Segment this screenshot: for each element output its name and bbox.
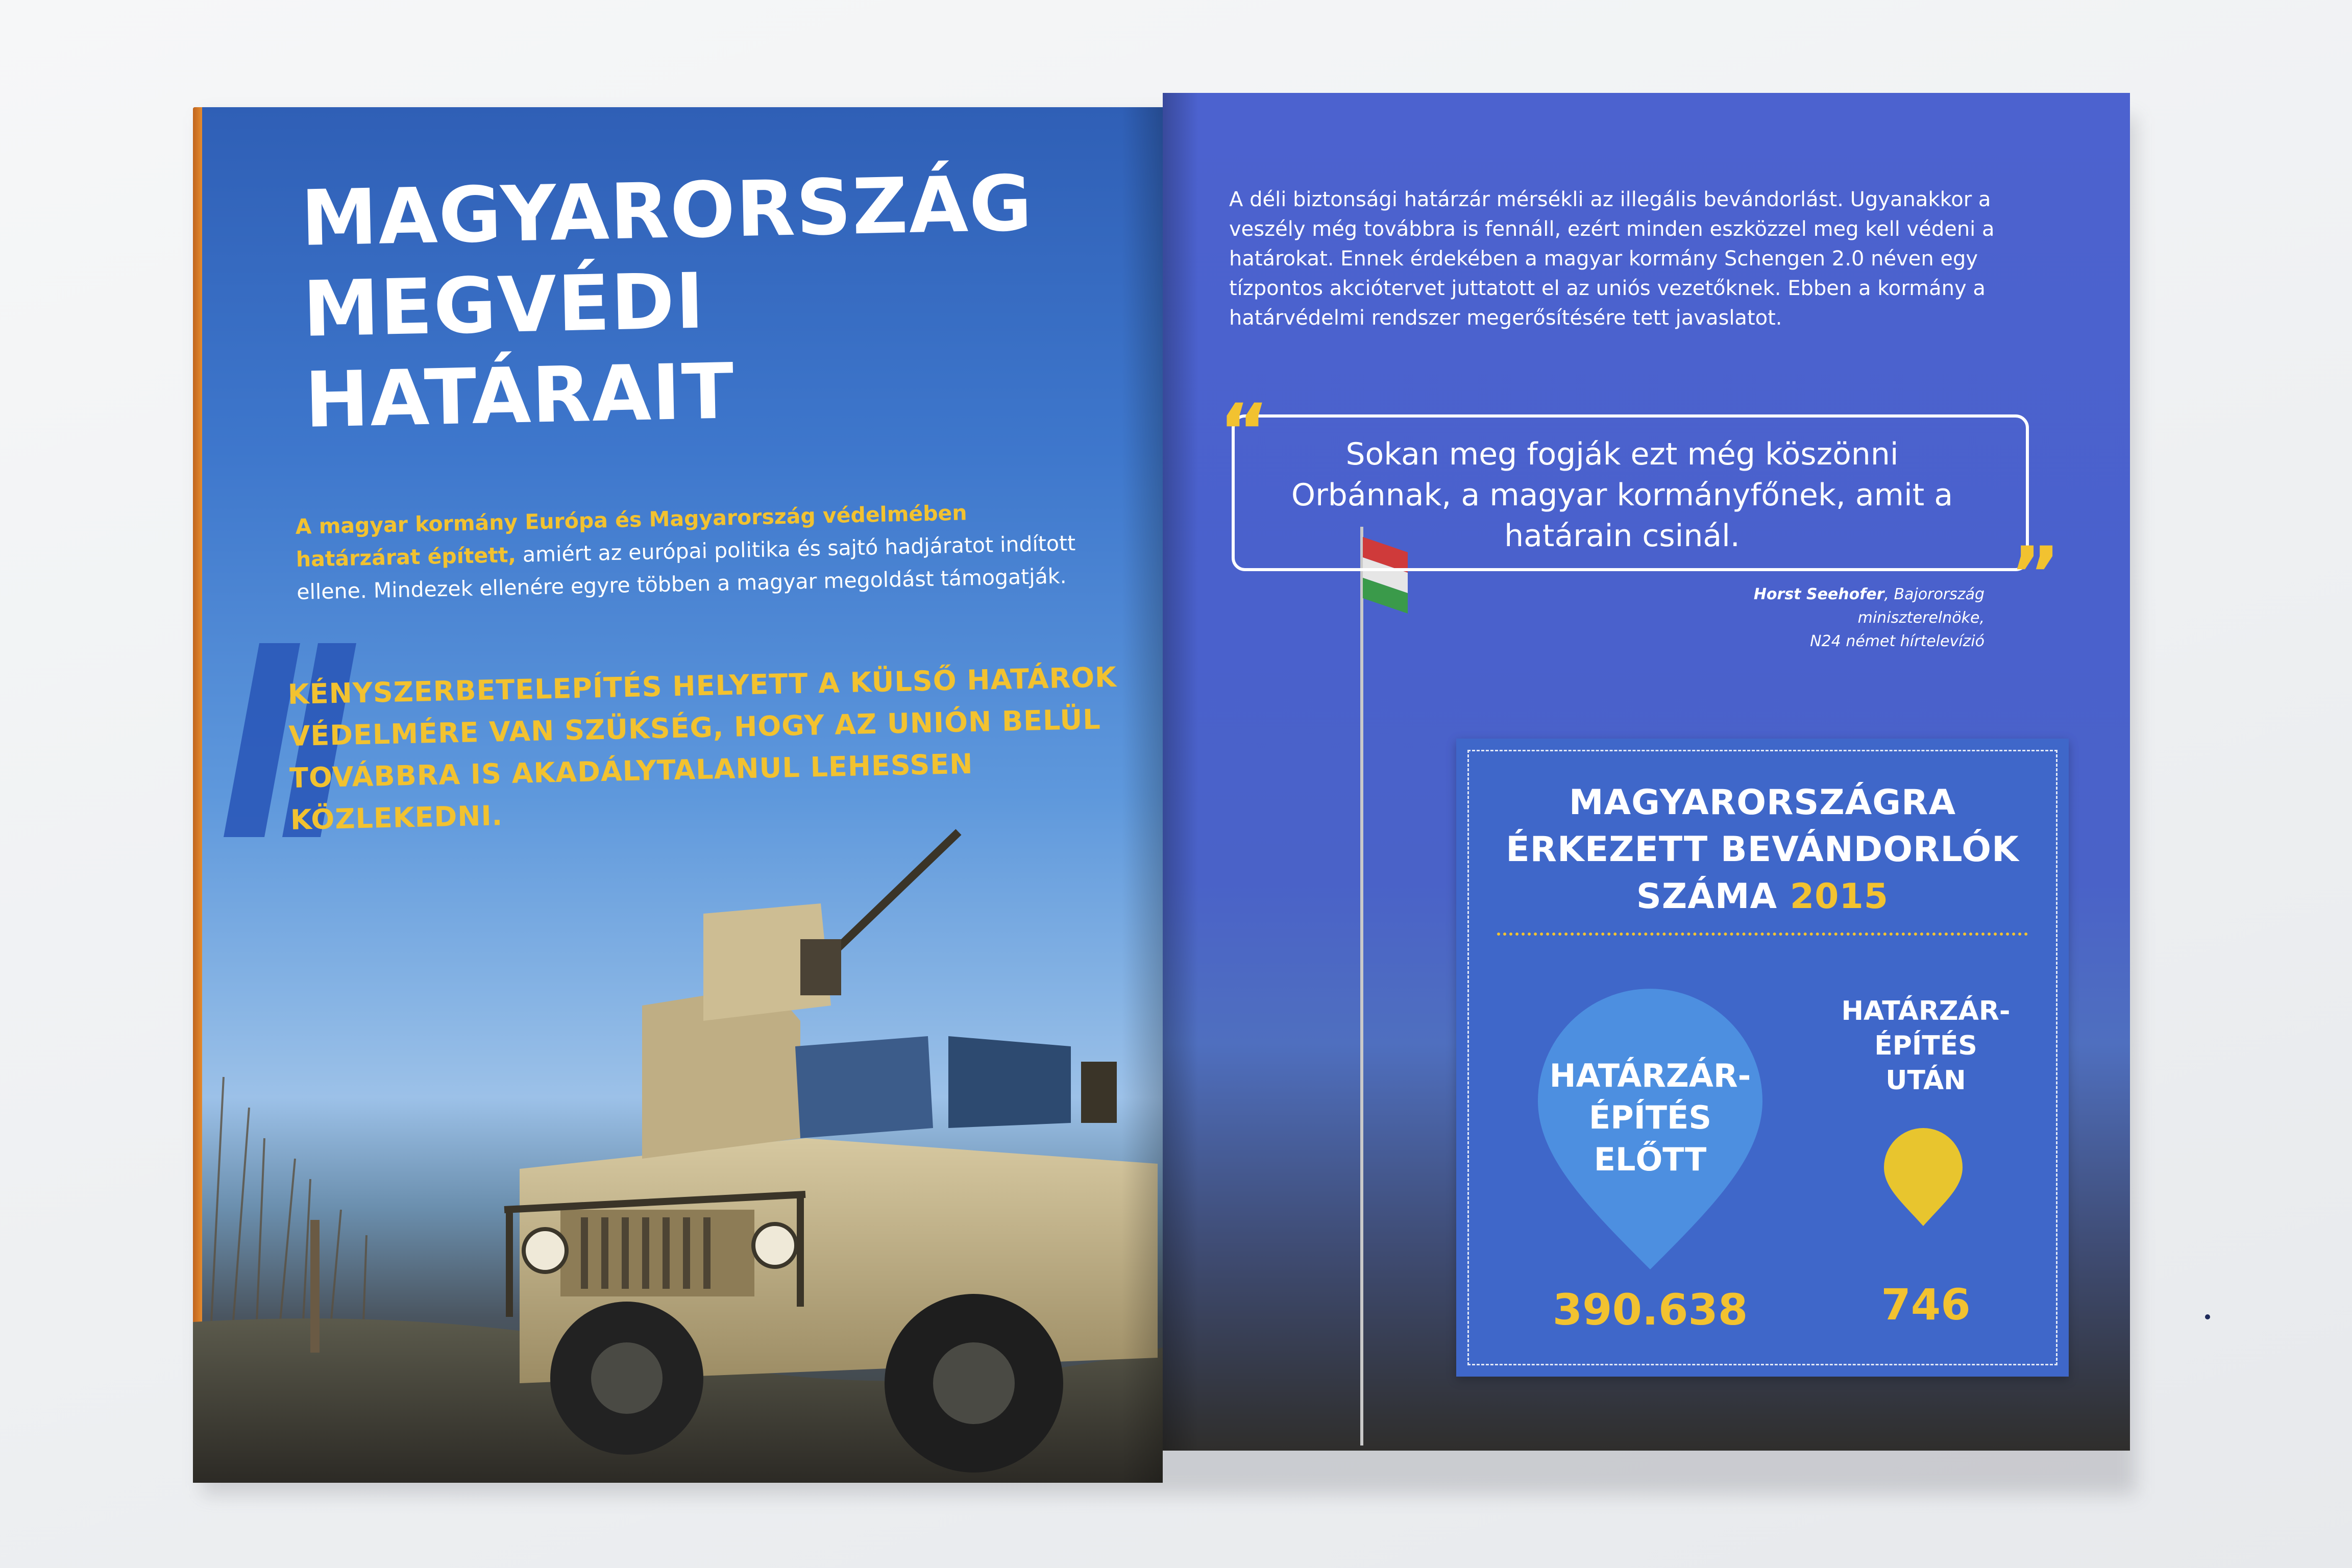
after-label-line-3: UTÁN [1885, 1065, 1966, 1096]
open-quote-icon: “ [1219, 388, 1269, 477]
body-paragraph: A déli biztonsági határzár mérsékli az illegális bevándorlást. Ugyanakkor a veszély még továbbra is fennáll, ezért minden eszközzel meg kell védeni a határokat. Ennek érdekében a magyar kormány Schengen 2.0 néven egy tízpontos akciótervet juttatott el az uniós vezetőknek. Ebben a kormány a határvédelmi rendszer megerősítésére tett javaslatot. [1229, 188, 1995, 330]
military-vehicle-photo [193, 720, 1163, 1483]
intro-paragraph [295, 494, 1093, 608]
infographic-title-line-3: SZÁMA [1636, 876, 1790, 917]
infographic-title-line-2: ÉRKEZETT BEVÁNDORLÓK [1506, 829, 2019, 870]
after-label-line-2: ÉPÍTÉS [1874, 1031, 1977, 1061]
hungarian-flag-icon [1352, 527, 1413, 1446]
intro-rest: amiért az európai politika és sajtó hadjáratot indított ellene. Mindezek ellenére egyre többen a magyar megoldást támogatják. [296, 530, 1076, 604]
page-title [300, 156, 1122, 446]
drop-marker-after-icon [1880, 1126, 1967, 1229]
brochure-left-page [193, 107, 1163, 1483]
quote-text: Sokan meg fogják ezt még köszönni Orbánnak, a magyar kormányfőnek, amit a határain csinál. [1291, 436, 1953, 554]
after-value: 746 [1881, 1280, 1971, 1330]
infographic-year: 2015 [1790, 876, 1889, 917]
before-label [1528, 1055, 1773, 1181]
intro-highlight: A magyar kormány Európa és Magyarország védelmében határzárat épített, [295, 500, 967, 572]
spine-shadow [1122, 107, 1163, 1483]
close-quote-icon: ” [2010, 531, 2061, 620]
before-label-line-1: HATÁRZÁR- [1549, 1057, 1751, 1094]
quote-author: Horst Seehofer [1753, 585, 1884, 603]
quote-source: N24 német hírtelevízió [1810, 632, 1984, 650]
title-line-1: MAGYARORSZÁG [300, 159, 1034, 263]
before-value: 390.638 [1552, 1285, 1748, 1335]
before-label-line-2: ÉPÍTÉS [1588, 1099, 1712, 1136]
infographic-title [1477, 779, 2048, 920]
after-label-line-1: HATÁRZÁR- [1841, 996, 2011, 1026]
pull-quote: KÉNYSZERBETELEPÍTÉS HELYETT A KÜLSŐ HATÁROK VÉDELMÉRE VAN SZÜKSÉG, HOGY AZ UNIÓN BELÜL TOVÁBBRA IS AKADÁLYTALANUL LEHESSEN KÖZLEKEDNI. [287, 660, 1117, 836]
spine-shadow-right [1163, 93, 1198, 1451]
infographic-divider [1497, 933, 2028, 936]
surface-speck [2205, 1314, 2210, 1319]
after-label [1829, 994, 2023, 1098]
brochure-right-page [1163, 93, 2130, 1451]
infographic-title-line-1: MAGYARORSZÁGRA [1569, 782, 1956, 823]
title-line-2: MEGVÉDI HATÁRAIT [302, 257, 736, 445]
quote-role: , Bajorország miniszterelnöke, [1857, 585, 1984, 627]
before-label-line-3: ELŐTT [1594, 1141, 1707, 1178]
migrant-infographic [1456, 739, 2069, 1377]
quote-attribution [1653, 583, 1984, 653]
